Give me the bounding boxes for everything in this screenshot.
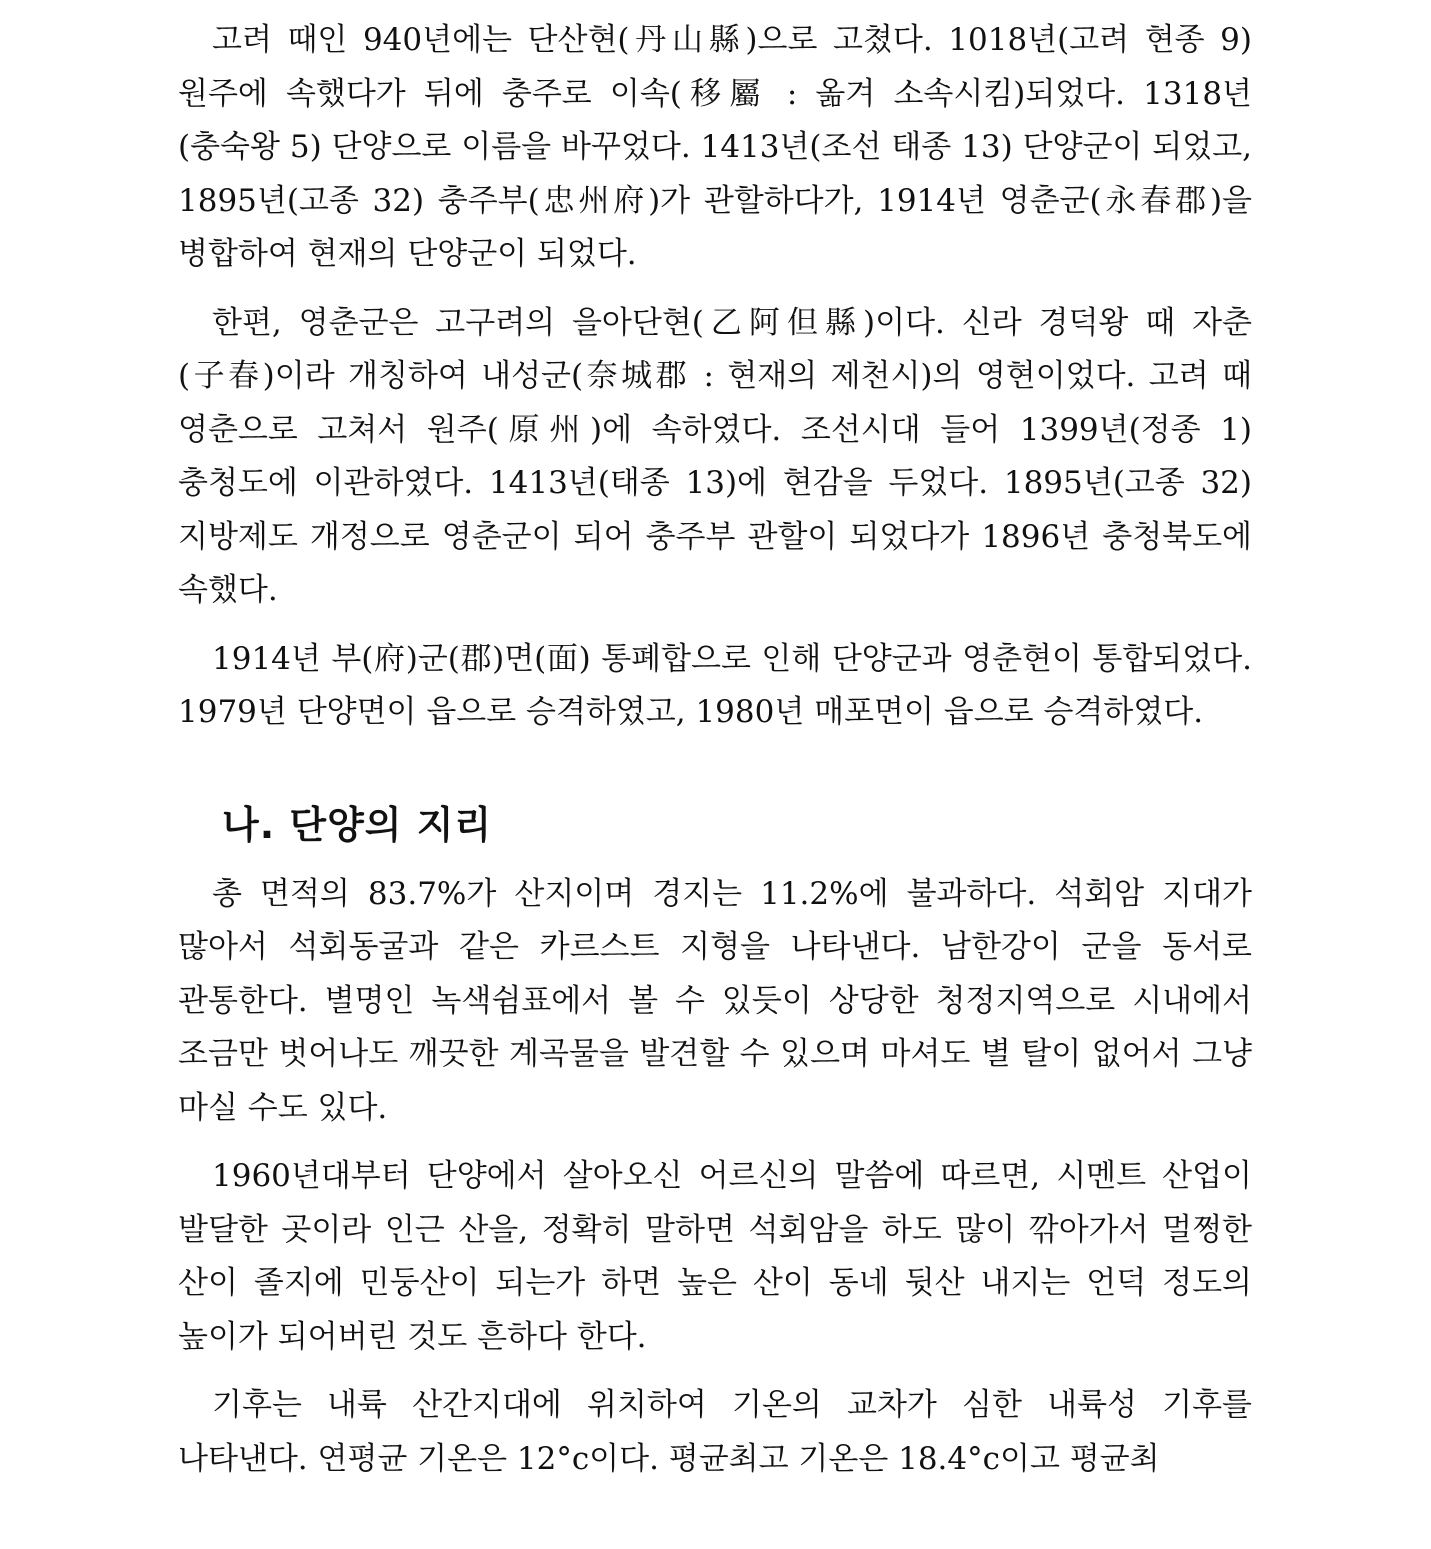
- history-paragraph-2: 한편, 영춘군은 고구려의 을아단현(乙阿但縣)이다. 신라 경덕왕 때 자춘(子春)이라 개칭하여 내성군(奈城郡 : 현재의 제천시)의 영현이었다. 고려 때 영춘으로 고쳐서 원주(原州)에 속하였다. 조선시대 들어 1399년(정종 1) 충청도에 이관하였다. 1413년(태종 13)에 현감을 두었다. 1895년(고종 32) 지방제도 개정으로 영춘군이 되어 충주부 관할이 되었다가 1896년 충청북도에 속했다.: [178, 304, 1252, 608]
- history-paragraph-1: 고려 때인 940년에는 단산현(丹山縣)으로 고쳤다. 1018년(고려 현종 9) 원주에 속했다가 뒤에 충주로 이속(移屬 : 옮겨 소속시킴)되었다. 1318년(충숙왕 5) 단양으로 이름을 바꾸었다. 1413년(조선 태종 13) 단양군이 되었고, 1895년(고종 32) 충주부(忠州府)가 관할하다가, 1914년 영춘군(永春郡)을 병합하여 현재의 단양군이 되었다.: [178, 22, 1252, 272]
- section-heading-geography: 나. 단양의 지리: [222, 802, 493, 847]
- document-page: [178, 14, 1252, 1486]
- geography-paragraph-1: 총 면적의 83.7%가 산지이며 경지는 11.2%에 불과하다. 석회암 지대가 많아서 석회동굴과 같은 카르스트 지형을 나타낸다. 남한강이 군을 동서로 관통한다. 별명인 녹색쉼표에서 볼 수 있듯이 상당한 청정지역으로 시내에서 조금만 벗어나도 깨끗한 계곡물을 발견할 수 있으며 마셔도 별 탈이 없어서 그냥 마실 수도 있다.: [178, 875, 1252, 1126]
- geography-paragraph-3: 기후는 내륙 산간지대에 위치하여 기온의 교차가 심한 내륙성 기후를 나타낸다. 연평균 기온은 12°c이다. 평균최고 기온은 18.4°c이고 평균최: [178, 1387, 1252, 1477]
- history-paragraph-3: 1914년 부(府)군(郡)면(面) 통폐합으로 인해 단양군과 영춘현이 통합되었다. 1979년 단양면이 읍으로 승격하였고, 1980년 매포면이 읍으로 승격하였다.: [178, 640, 1252, 730]
- geography-paragraph-2: 1960년대부터 단양에서 살아오신 어르신의 말씀에 따르면, 시멘트 산업이 발달한 곳이라 인근 산을, 정확히 말하면 석회암을 하도 많이 깎아가서 멀쩡한 산이 졸지에 민둥산이 되는가 하면 높은 산이 동네 뒷산 내지는 언덕 정도의 높이가 되어버린 것도 흔하다 한다.: [178, 1158, 1252, 1355]
